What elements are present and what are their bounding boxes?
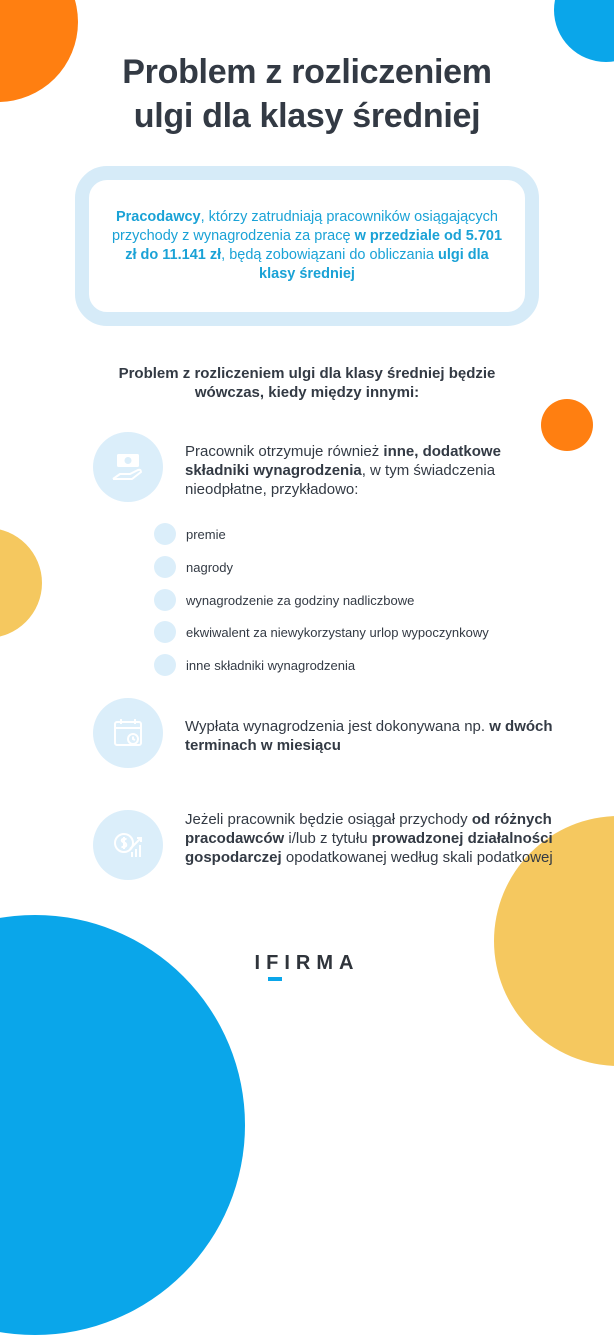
bullet-dot: [154, 589, 176, 611]
callout-employers: Pracodawcy: [115, 209, 201, 225]
item-text-part: Pracownik otrzymuje również: [185, 443, 384, 460]
money-hand-icon: [93, 432, 163, 502]
bullet-dot: [154, 556, 176, 578]
title-line-1: Problem z rozliczeniem: [122, 53, 492, 91]
list-item-label: inne składniki wynagrodzenia: [186, 657, 356, 673]
page-title: [0, 50, 614, 138]
coin-chart-icon: [93, 810, 163, 880]
ifirma-logo: IFIRMA: [254, 952, 360, 974]
item-extra-components: [185, 442, 565, 499]
item-text-bold: prowadzonej działalności gospodarczej: [185, 830, 553, 866]
list-item-label: premie: [186, 526, 226, 542]
item-text-part: , w tym świadczenia nieodpłatne, przykładowo:: [185, 462, 496, 498]
list-item: [154, 654, 504, 676]
item-text-bold: w dwóch terminach w miesiącu: [185, 718, 553, 754]
item-text-part: i/lub z tytułu: [284, 830, 372, 847]
item-multiple-employers: [185, 810, 565, 867]
callout-text-part: , będą zobowiązani do obliczania: [221, 247, 438, 263]
bullet-dot: [154, 523, 176, 545]
item-two-payments: [185, 717, 565, 755]
calendar-clock-icon: [93, 698, 163, 768]
list-item: [154, 589, 504, 611]
list-item: [154, 556, 504, 578]
callout-text-part: , którzy zatrudniają pracowników osiągających przychody z wynagrodzenia za pracę: [111, 209, 499, 244]
callout-text: [109, 208, 505, 284]
item-text-bold: od różnych pracodawców: [185, 811, 552, 847]
bullet-dot: [154, 654, 176, 676]
decor-circle-yellow: [0, 528, 42, 638]
item-text-part: Wypłata wynagrodzenia jest dokonywana np.: [185, 718, 490, 735]
item-text-bold: inne, dodatkowe składniki wynagrodzenia: [185, 443, 501, 479]
callout-income-range: w przedziale od 5.701 zł do 11.141 zł: [125, 228, 503, 263]
list-item-label: ekwiwalent za niewykorzystany urlop wypoczynkowy: [186, 624, 489, 640]
decor-circle-blue-large: [0, 915, 245, 1335]
logo-accent-bar: [268, 977, 282, 981]
list-item-label: wynagrodzenie za godziny nadliczbowe: [186, 592, 415, 608]
item-text-part: opodatkowanej według skali podatkowej: [281, 849, 553, 866]
info-callout: [75, 166, 539, 326]
section-heading: Problem z rozliczeniem ulgi dla klasy średniej będzie wówczas, kiedy między innymi:: [118, 365, 496, 401]
callout-relief: ulgi dla klasy średniej: [259, 247, 489, 282]
list-item: [154, 523, 504, 545]
list-item: [154, 621, 504, 643]
item-text-part: Jeżeli pracownik będzie osiągał przychody: [185, 811, 472, 828]
title-line-2: ulgi dla klasy średniej: [133, 97, 481, 135]
list-item-label: nagrody: [186, 559, 233, 575]
bullet-dot: [154, 621, 176, 643]
